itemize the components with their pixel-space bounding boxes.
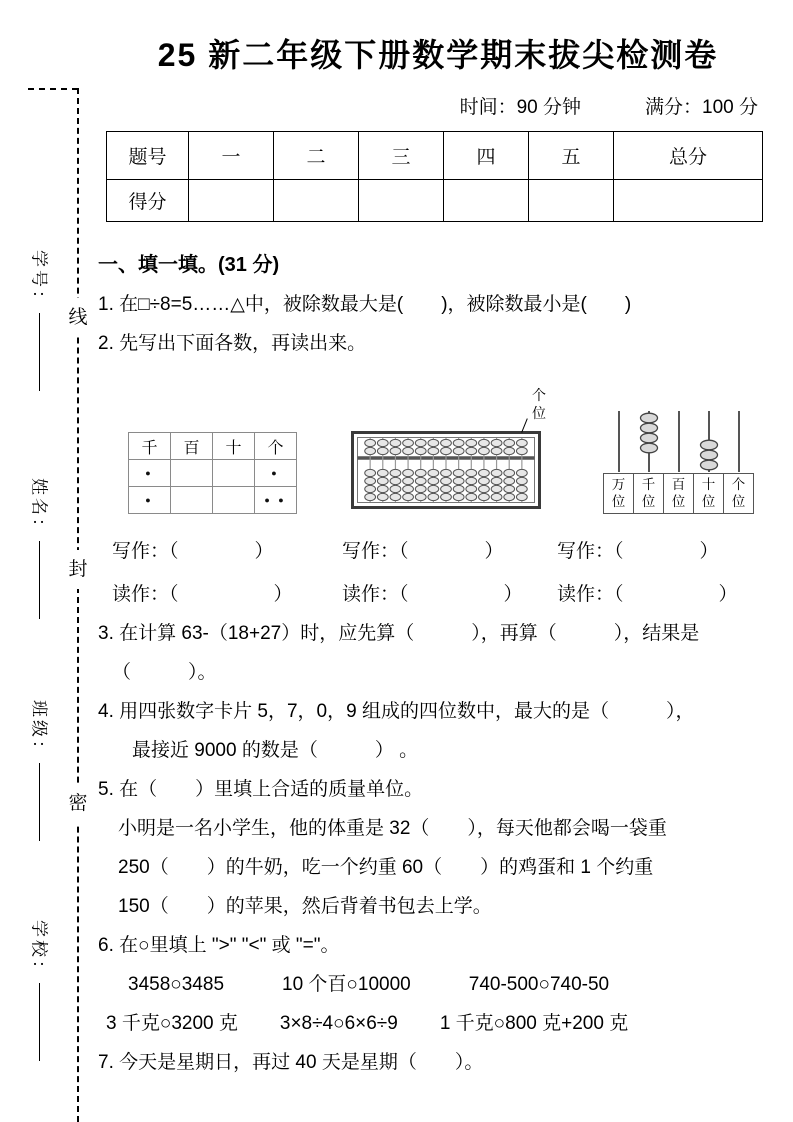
score-cell-empty: [189, 180, 274, 222]
question-6-stem: 6. 在○里填上 ">" "<" 或 "="。: [98, 935, 340, 956]
score-table-header: 四: [444, 132, 529, 180]
read-label: 读作：（ ）: [112, 584, 293, 605]
place-value-dots: ●: [129, 487, 171, 514]
place-value-dots: [171, 487, 213, 514]
place-value-header: 百: [171, 433, 213, 460]
place-value-dots: [213, 487, 255, 514]
score-table-header: 一: [189, 132, 274, 180]
place-value-header: 个: [255, 433, 297, 460]
comparison-item: 3458○3485: [128, 974, 225, 995]
seal-dashed-line-horizontal: [28, 88, 78, 90]
score-table-header: 三: [359, 132, 444, 180]
counter-place-label: 万位: [611, 476, 626, 509]
score-table-header: 题号: [107, 132, 189, 180]
question-4-line2: 最接近 9000 的数是（ ） 。: [132, 740, 419, 761]
seal-dashed-line-vertical: [77, 88, 79, 1122]
counter-place-label: 千位: [641, 476, 656, 509]
place-value-dots: [171, 460, 213, 487]
question-2-figures: [98, 387, 778, 514]
counter-figure: [603, 409, 754, 514]
question-2-stem: 2. 先写出下面各数，再读出来。: [98, 333, 367, 354]
score-cell-empty: [359, 180, 444, 222]
score-cell-empty: [614, 180, 763, 222]
place-value-header: 千: [129, 433, 171, 460]
write-label: 写作：（ ）: [557, 541, 719, 562]
score-cell-empty: [274, 180, 359, 222]
comparison-item: 1 千克○800 克+200 克: [439, 1013, 629, 1034]
comparison-item: 3 千克○3200 克: [106, 1013, 238, 1034]
comparison-item: 10 个百○10000: [282, 974, 411, 995]
counter-place-label: 十位: [701, 476, 716, 509]
abacus-place-label: 个位: [532, 387, 546, 421]
seal-mark-line: 线: [66, 298, 89, 337]
question-3-line1: 3. 在计算 63-（18+27）时，应先算（ ），再算（ ），结果是: [98, 623, 700, 644]
seal-mark-secret: 密: [66, 784, 89, 823]
read-label: 读作：（ ）: [557, 584, 738, 605]
score-row-label: 得分: [107, 180, 189, 222]
seal-field-class: [24, 700, 54, 841]
time-label: 时间：90 分钟: [459, 97, 582, 118]
score-cell-empty: [444, 180, 529, 222]
score-table-header: 五: [529, 132, 614, 180]
place-value-dots: ●: [129, 460, 171, 487]
seal-field-blank-line: [39, 313, 40, 391]
read-answer-row: [98, 579, 778, 606]
page-title: 25 新二年级下册数学期末拔尖检测卷: [157, 37, 719, 73]
question-6-row2: [98, 1004, 778, 1043]
place-value-dots: [213, 460, 255, 487]
place-value-dots: ●: [255, 460, 297, 487]
counter-svg: [604, 409, 754, 473]
abacus-figure: [351, 387, 546, 514]
seal-field-label: 姓名：: [29, 478, 49, 538]
write-label: 写作：（ ）: [342, 541, 504, 562]
abacus-svg: [351, 431, 541, 509]
seal-field-blank-line: [39, 763, 40, 841]
question-7: 7. 今天是星期日，再过 40 天是星期（ ）。: [98, 1052, 484, 1073]
counter-place-label: 个位: [731, 476, 746, 509]
seal-field-label: 班级：: [29, 700, 49, 760]
seal-field-blank-line: [39, 541, 40, 619]
counter-place-label: 百位: [671, 476, 686, 509]
score-table-header: 总分: [614, 132, 763, 180]
seal-field-label: 学号：: [29, 250, 49, 310]
seal-field-name: [24, 478, 54, 619]
question-5-line4: 150（ ）的苹果，然后背着书包去上学。: [118, 896, 492, 917]
seal-mark-seal: 封: [66, 550, 89, 589]
section-1-heading: 一、填一填。(31 分): [98, 254, 280, 276]
comparison-item: 740-500○740-50: [468, 974, 610, 995]
question-1: 1. 在□÷8=5……△中，被除数最大是( )，被除数最小是( ): [98, 294, 632, 315]
exam-content: [98, 0, 778, 1082]
question-5-line3: 250（ ）的牛奶，吃一个约重 60（ ）的鸡蛋和 1 个约重: [118, 857, 654, 878]
place-value-dots: ● ●: [255, 487, 297, 514]
exam-meta: [98, 92, 778, 119]
seal-field-label: 学校：: [29, 920, 49, 980]
question-5-line1: 5. 在（ ）里填上合适的质量单位。: [98, 779, 424, 800]
read-label: 读作：（ ）: [342, 584, 523, 605]
seal-field-school: [24, 920, 54, 1061]
place-value-chart: [128, 432, 297, 514]
full-score-label: 满分：100 分: [645, 97, 758, 118]
write-label: 写作：（ ）: [112, 541, 274, 562]
score-table-header: 二: [274, 132, 359, 180]
score-cell-empty: [529, 180, 614, 222]
seal-field-blank-line: [39, 983, 40, 1061]
question-5-line2: 小明是一名小学生，他的体重是 32（ ），每天他都会喝一袋重: [118, 818, 667, 839]
place-value-header: 十: [213, 433, 255, 460]
question-6-row1: [98, 965, 778, 1004]
comparison-item: 3×8÷4○6×6÷9: [279, 1013, 398, 1034]
question-3-line2: （ ）。: [112, 662, 217, 683]
question-4-line1: 4. 用四张数字卡片 5，7，0，9 组成的四位数中，最大的是（ ），: [98, 701, 695, 722]
write-answer-row: [98, 536, 778, 563]
seal-field-student-number: [24, 250, 54, 391]
score-table: [106, 131, 763, 222]
counter-labels: [603, 473, 754, 514]
